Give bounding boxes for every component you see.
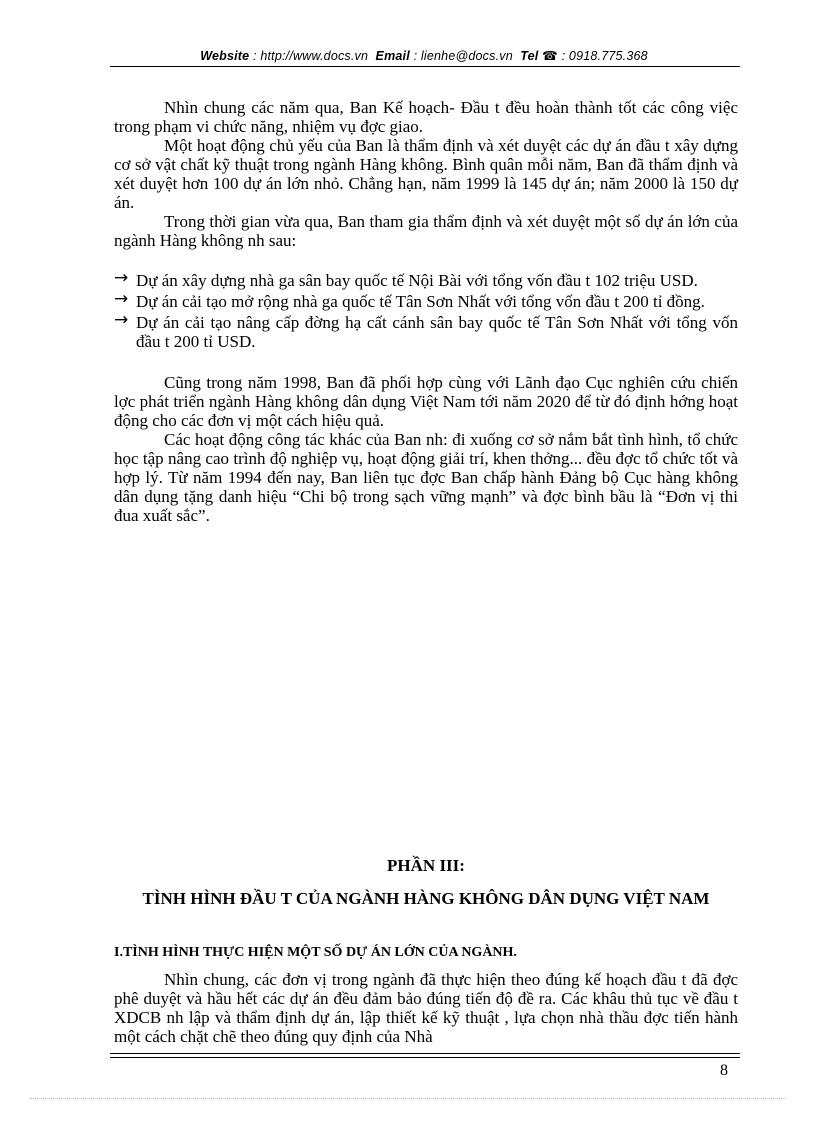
paragraph-5: Các hoạt động công tác khác của Ban nh: đi xuống cơ sở nắm bắt tình hình, tổ chức học tập nâng cao trình độ nghiệp vụ, hoạt động giải trí, khen thởng... đều đợc tổ chức tốt và hợp lý. Từ năm 1994 đến nay, Ban liên tục đợc Ban chấp hành Đảng bộ Cục hàng không dân dụng tặng danh hiệu “Chi bộ trong sạch vững mạnh” và đợc bình bầu là “Đơn vị thi đua xuất sắc”. xyxy=(114,430,738,525)
arrow-right-icon: → xyxy=(114,310,129,330)
header-rule xyxy=(110,66,740,67)
website-value: : http://www.docs.vn xyxy=(253,49,369,63)
footer-rule-double xyxy=(110,1057,740,1058)
section-heading: I.TÌNH HÌNH THỰC HIỆN MỘT SỐ DỰ ÁN LỚN CỦA NGÀNH. xyxy=(114,945,517,960)
paragraph-3: Trong thời gian vừa qua, Ban tham gia thẩm định và xét duyệt một số dự án lớn của ngành Hàng không nh sau: xyxy=(114,212,738,250)
website-label: Website xyxy=(200,49,250,63)
list-item: → Dự án xây dựng nhà ga sân bay quốc tế Nội Bài với tổng vốn đầu t 102 triệu USD. xyxy=(114,268,698,290)
page-number: 8 xyxy=(720,1062,728,1079)
list-item: → Dự án cải tạo nâng cấp đờng hạ cất cánh sân bay quốc tế Tân Sơn Nhất với tổng vốn đầu t 200 tỉ USD. xyxy=(114,310,738,351)
body-text xyxy=(114,98,738,525)
section-paragraph: Nhìn chung, các đơn vị trong ngành đã thực hiện theo đúng kế hoạch đầu t đã đợc phê duyệt và hầu hết các dự án đều đảm bảo đúng tiến độ đề ra. Các khâu thủ tục về đầu t XDCB nh lập và thẩm định dự án, lập thiết kế kỹ thuật , lựa chọn nhà thầu đợc tiến hành một cách chặt chẽ theo đúng quy định của Nhà xyxy=(114,970,738,1046)
project-list xyxy=(114,268,738,351)
email-value: : lienhe@docs.vn xyxy=(413,49,513,63)
list-item: → Dự án cải tạo mở rộng nhà ga quốc tế Tân Sơn Nhất với tổng vốn đầu t 200 tỉ đồng. xyxy=(114,289,705,311)
part-title: TÌNH HÌNH ĐẦU T CỦA NGÀNH HÀNG KHÔNG DÂN DỤNG VIỆT NAM xyxy=(142,889,710,908)
page-break-line xyxy=(30,1098,786,1099)
paragraph-1: Nhìn chung các năm qua, Ban Kế hoạch- Đầu t đều hoàn thành tốt các công việc trong phạm vi chức năng, nhiệm vụ đợc giao. xyxy=(114,98,738,136)
paragraph-4: Cũng trong năm 1998, Ban đã phối hợp cùng với Lãnh đạo Cục nghiên cứu chiến lợc phát triển ngành Hàng không dân dụng Việt Nam tới năm 2020 để từ đó định hớng hoạt động cho các đơn vị một cách hiệu quả. xyxy=(114,373,738,430)
email-label: Email xyxy=(375,49,410,63)
arrow-right-icon: → xyxy=(114,289,129,309)
tel-label: Tel xyxy=(520,49,539,63)
part-heading: PHẦN III: xyxy=(387,856,465,875)
phone-icon: ☎ xyxy=(542,49,558,63)
paragraph-2: Một hoạt động chủ yếu của Ban là thẩm định và xét duyệt các dự án đầu t xây dựng cơ sở vật chất kỹ thuật trong ngành Hàng không. Bình quân mỗi năm, Ban đã thẩm định và xét duyệt hơn 100 dự án lớn nhỏ. Chẳng hạn, năm 1999 là 145 dự án; năm 2000 là 150 dự án. xyxy=(114,136,738,212)
tel-value: : 0918.775.368 xyxy=(561,49,648,63)
footer-rule xyxy=(110,1053,740,1054)
page-header xyxy=(110,48,738,63)
section-body xyxy=(114,970,738,1046)
arrow-right-icon: → xyxy=(114,268,129,288)
